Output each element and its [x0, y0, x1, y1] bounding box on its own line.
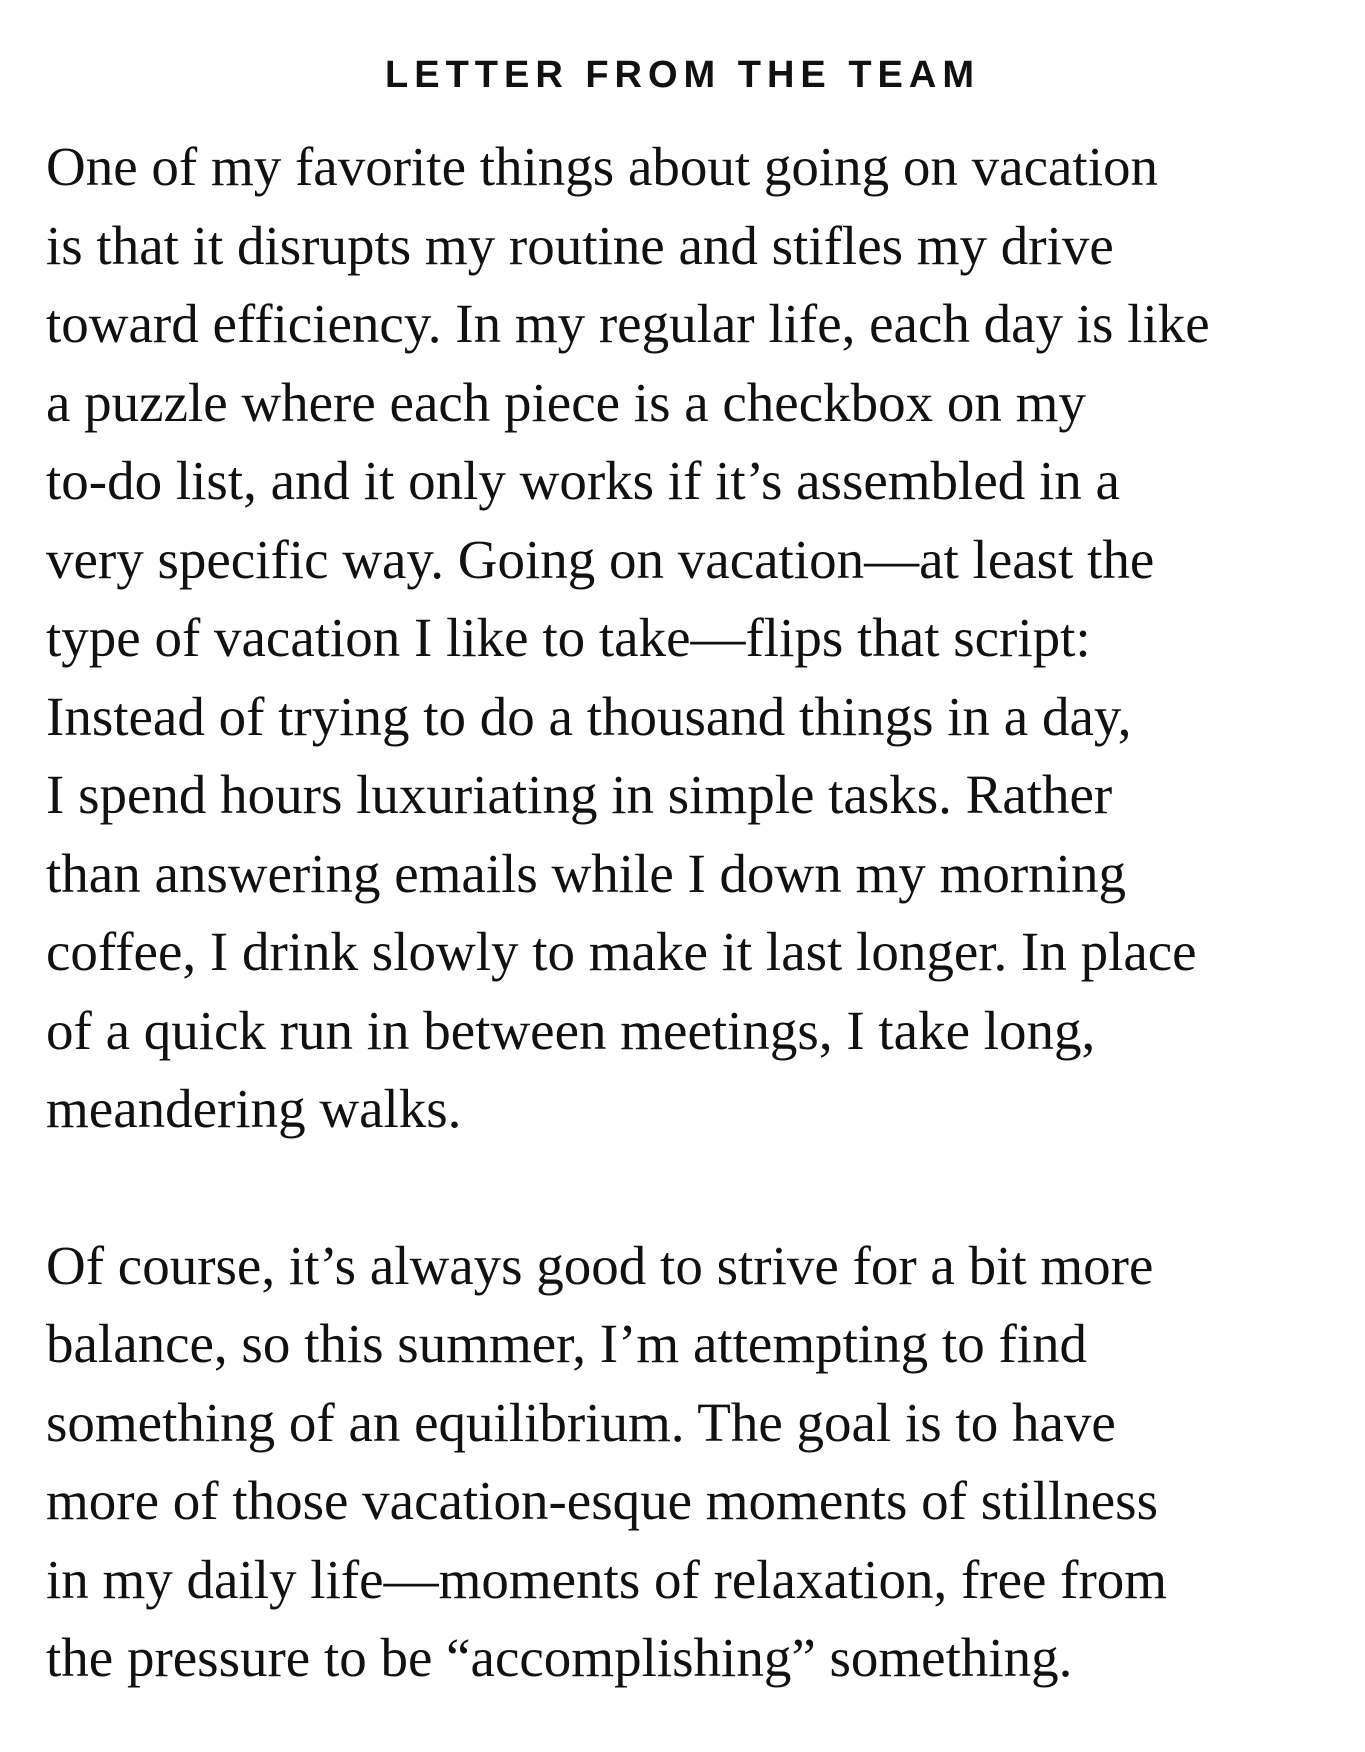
paragraph-1	[46, 128, 1336, 1149]
paragraph-line: toward efficiency. In my regular life, each day is like	[46, 293, 1210, 354]
paragraph-line: I spend hours luxuriating in simple tasks. Rather	[46, 764, 1113, 825]
paragraph-line: balance, so this summer, I’m attempting to find	[46, 1313, 1088, 1374]
paragraph-line: Instead of trying to do a thousand things in a day,	[46, 685, 1132, 747]
paragraph-line: very specific way. Going on vacation—at least the	[46, 528, 1155, 590]
paragraph-line: something of an equilibrium. The goal is to have	[46, 1391, 1116, 1453]
paragraph-line: of a quick run in between meetings, I take long,	[46, 999, 1096, 1061]
section-kicker: LETTER FROM THE TEAM	[385, 54, 980, 96]
paragraph-2	[46, 1227, 1336, 1698]
letter-body	[46, 128, 1336, 1698]
paragraph-line: in my daily life—moments of relaxation, free from	[46, 1548, 1168, 1610]
paragraph-line: a puzzle where each piece is a checkbox on my	[46, 371, 1086, 433]
paragraph-line: than answering emails while I down my morning	[46, 842, 1126, 904]
paragraph-line: Of course, it’s always good to strive for a bit more	[46, 1234, 1154, 1296]
paragraph-line: the pressure to be “accomplishing” something.	[46, 1627, 1073, 1688]
paragraph-line: coffee, I drink slowly to make it last longer. In place	[46, 921, 1197, 982]
paragraph-line: One of my favorite things about going on vacation	[46, 136, 1158, 197]
paragraph-line: type of vacation I like to take—flips that script:	[46, 607, 1091, 668]
paragraph-line: more of those vacation-esque moments of stillness	[46, 1470, 1158, 1531]
paragraph-line: to-do list, and it only works if it’s assembled in a	[46, 450, 1120, 511]
paragraph-line: meandering walks.	[46, 1078, 462, 1139]
paragraph-line: is that it disrupts my routine and stifles my drive	[46, 214, 1114, 276]
